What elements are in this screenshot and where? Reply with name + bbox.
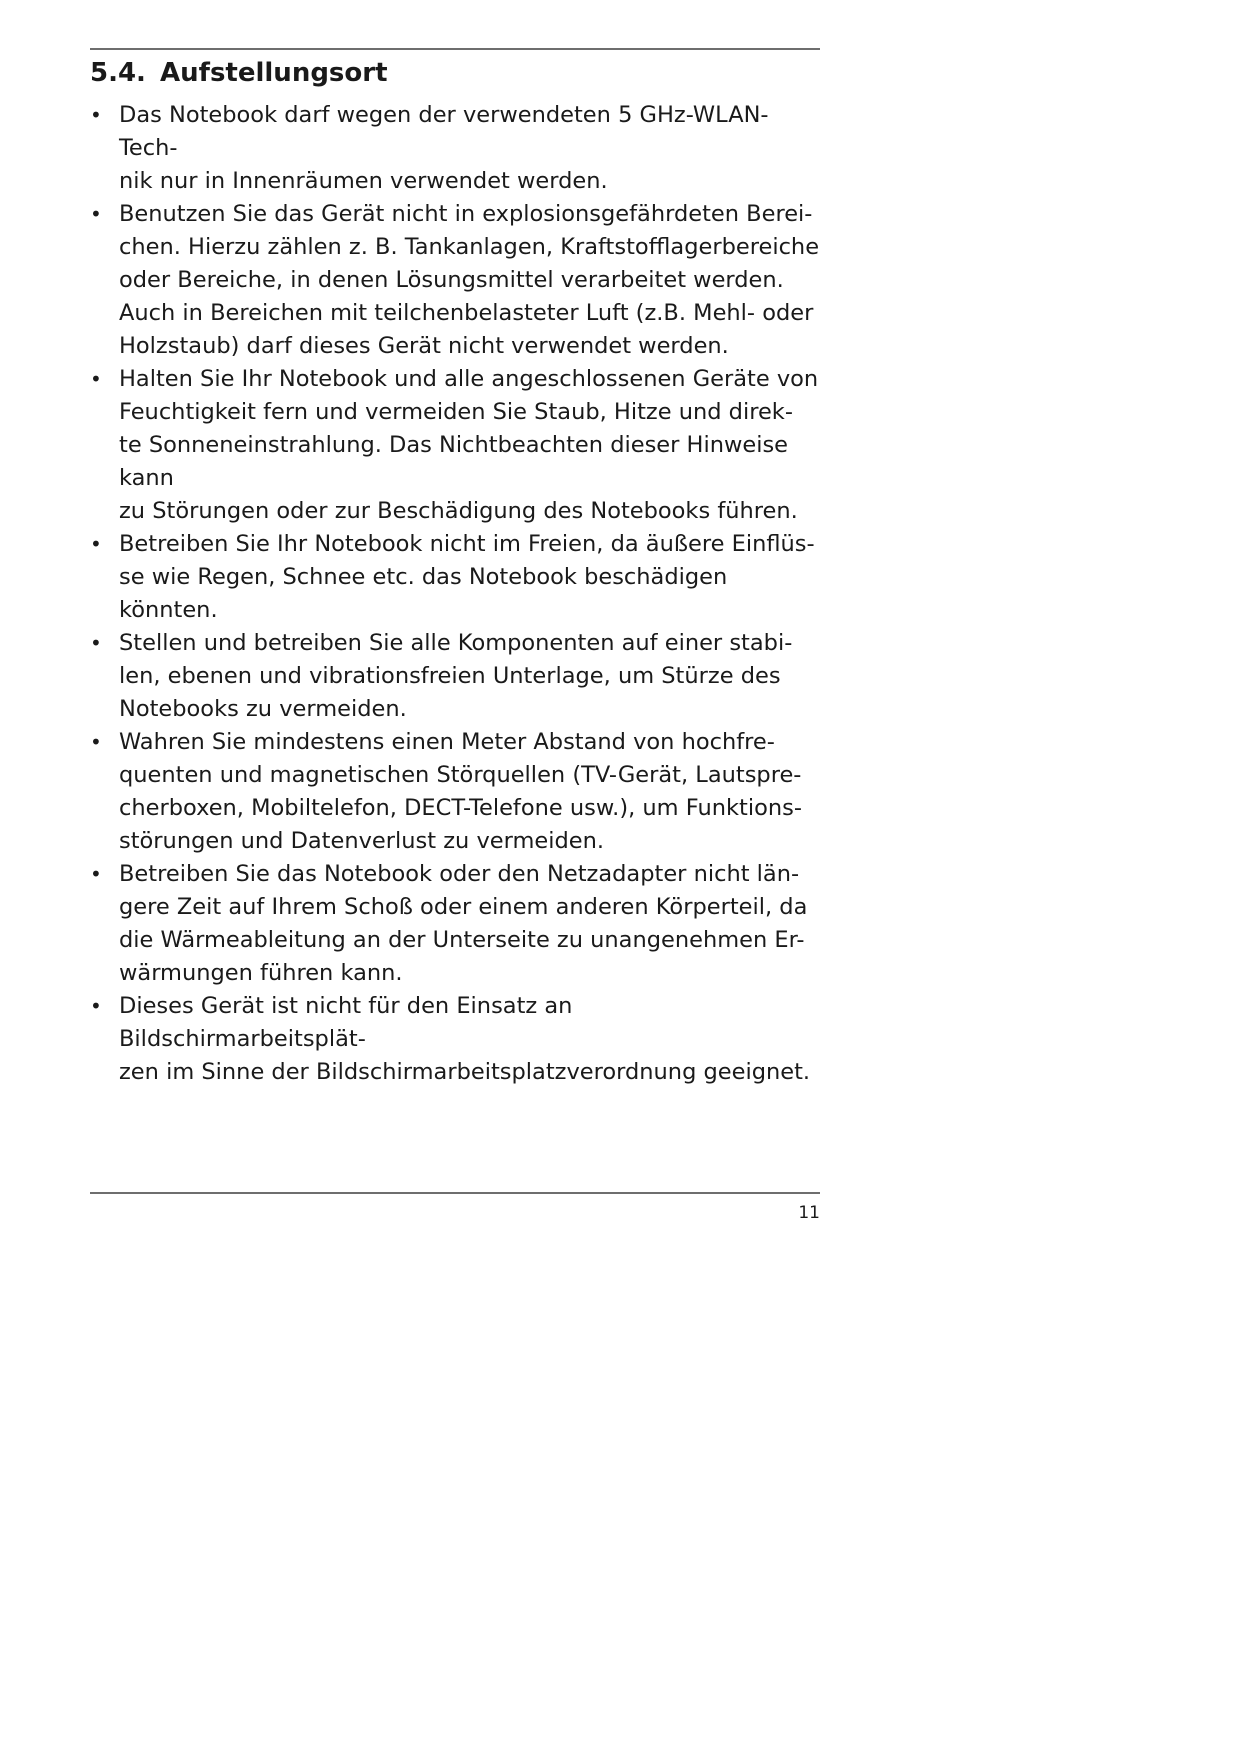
- section-heading: [90, 58, 820, 89]
- bullet-text-line: Betreiben Sie das Notebook oder den Netzadapter nicht län-: [119, 861, 800, 888]
- bullet-icon: •: [90, 202, 102, 227]
- bullet-text-line: zu Störungen oder zur Beschädigung des Notebooks führen.: [119, 498, 798, 525]
- document-page: [90, 48, 820, 1089]
- bullet-text-line: Benutzen Sie das Gerät nicht in explosionsgefährdeten Berei-: [119, 201, 813, 228]
- footer-divider: [90, 1192, 820, 1194]
- section-number: 5.4.: [90, 58, 146, 88]
- list-item: [90, 990, 820, 1089]
- bullet-text-line: quenten und magnetischen Störquellen (TV-Gerät, Lautspre-: [119, 762, 802, 789]
- list-item: [90, 198, 820, 363]
- bullet-text-line: Auch in Bereichen mit teilchenbelasteter Luft (z.B. Mehl- oder: [119, 300, 814, 327]
- bullet-text-line: len, ebenen und vibrationsfreien Unterlage, um Stürze des: [119, 663, 781, 690]
- bullet-icon: •: [90, 103, 102, 128]
- bullet-text-line: cherboxen, Mobiltelefon, DECT-Telefone usw.), um Funktions-: [119, 795, 802, 822]
- bullet-text-line: Holzstaub) darf dieses Gerät nicht verwendet werden.: [119, 333, 729, 360]
- bullet-icon: •: [90, 367, 102, 392]
- bullet-text-line: störungen und Datenverlust zu vermeiden.: [119, 828, 605, 855]
- bullet-icon: •: [90, 730, 102, 755]
- bullet-icon: •: [90, 994, 102, 1019]
- bullet-text-line: Stellen und betreiben Sie alle Komponenten auf einer stabi-: [119, 630, 793, 657]
- bullet-text-line: Betreiben Sie Ihr Notebook nicht im Freien, da äußere Einflüs-: [119, 531, 815, 558]
- bullet-text-line: Wahren Sie mindestens einen Meter Abstand von hochfre-: [119, 729, 775, 756]
- bullet-text-line: nik nur in Innenräumen verwendet werden.: [119, 168, 608, 195]
- bullet-text-line: Feuchtigkeit fern und vermeiden Sie Staub, Hitze und direk-: [119, 399, 793, 426]
- bullet-text-line: Notebooks zu vermeiden.: [119, 696, 407, 723]
- bullet-text-line: oder Bereiche, in denen Lösungsmittel verarbeitet werden.: [119, 267, 784, 294]
- list-item: [90, 858, 820, 990]
- bullet-text-line: Das Notebook darf wegen der verwendeten 5 GHz-WLAN-Tech-: [119, 102, 769, 162]
- bullet-text-line: te Sonneneinstrahlung. Das Nichtbeachten dieser Hinweise kann: [119, 432, 789, 492]
- bullet-text-line: zen im Sinne der Bildschirmarbeitsplatzverordnung geeignet.: [119, 1059, 811, 1086]
- bullet-icon: •: [90, 862, 102, 887]
- bullet-text-line: se wie Regen, Schnee etc. das Notebook beschädigen könnten.: [119, 564, 728, 624]
- list-item: [90, 99, 820, 198]
- page-number: 11: [798, 1203, 820, 1223]
- list-item: [90, 627, 820, 726]
- list-item: [90, 363, 820, 528]
- bullet-icon: •: [90, 532, 102, 557]
- bullet-icon: •: [90, 631, 102, 656]
- bullet-text-line: die Wärmeableitung an der Unterseite zu unangenehmen Er-: [119, 927, 805, 954]
- bullet-text-line: wärmungen führen kann.: [119, 960, 403, 987]
- list-item: [90, 726, 820, 858]
- bullet-text-line: gere Zeit auf Ihrem Schoß oder einem anderen Körperteil, da: [119, 894, 808, 921]
- bullet-text-line: Halten Sie Ihr Notebook und alle angeschlossenen Geräte von: [119, 366, 819, 393]
- header-divider: [90, 48, 820, 50]
- list-item: [90, 528, 820, 627]
- bullet-text-line: chen. Hierzu zählen z. B. Tankanlagen, Kraftstofflagerbereiche: [119, 234, 820, 261]
- bullet-list: [90, 99, 820, 1089]
- section-title: Aufstellungsort: [160, 58, 388, 88]
- bullet-text-line: Dieses Gerät ist nicht für den Einsatz an Bildschirmarbeitsplät-: [119, 993, 573, 1053]
